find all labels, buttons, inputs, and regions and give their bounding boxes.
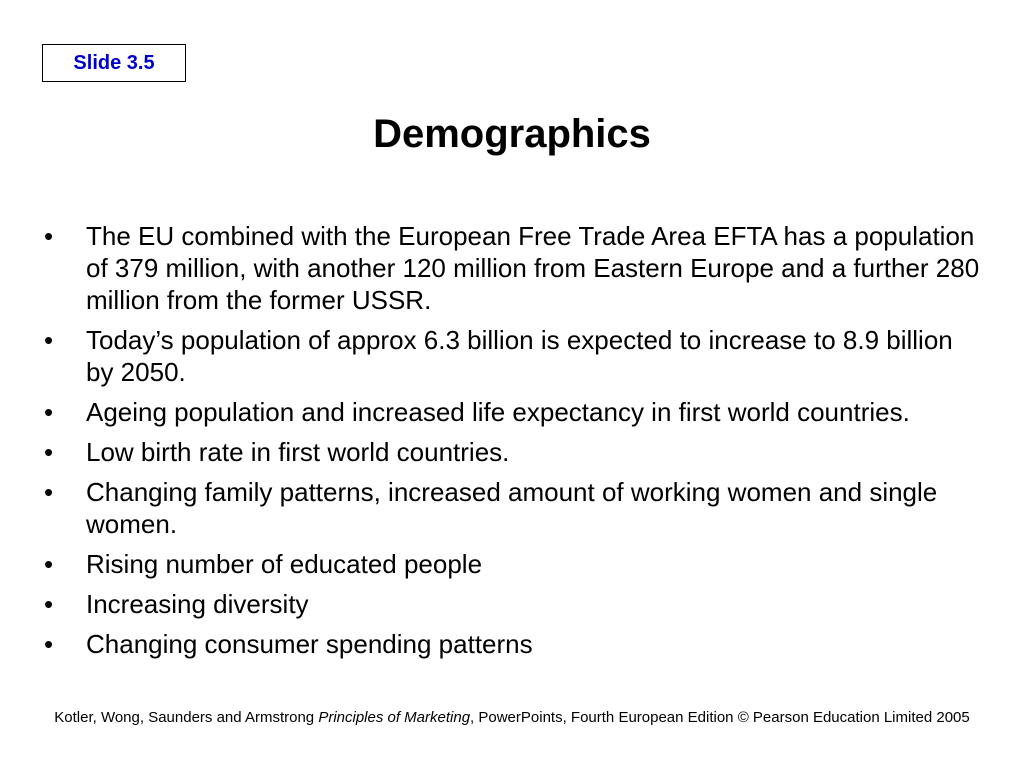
list-item [44, 476, 984, 540]
bullet-list [44, 220, 984, 668]
bullet-text: Low birth rate in first world countries. [86, 437, 510, 467]
slide-number-box [42, 44, 186, 82]
bullet-text: Changing family patterns, increased amount of working women and single women. [86, 477, 938, 539]
bullet-marker: • [44, 397, 54, 427]
bullet-marker: • [44, 221, 54, 251]
footer-authors: Kotler, Wong, Saunders and Armstrong [54, 709, 319, 726]
bullet-marker: • [44, 325, 54, 355]
bullet-text: Changing consumer spending patterns [86, 629, 533, 659]
bullet-text: The EU combined with the European Free Trade Area EFTA has a population of 379 million, with another 120 million from Eastern Europe and a further 280 million from the former USSR. [86, 221, 980, 315]
slide-title: Demographics [373, 112, 651, 156]
list-item [44, 436, 984, 468]
bullet-marker: • [44, 629, 54, 659]
bullet-marker: • [44, 589, 54, 619]
list-item [44, 588, 984, 620]
list-item [44, 628, 984, 660]
list-item [44, 548, 984, 580]
footer-edition: , PowerPoints, Fourth European Edition © Pearson Education Limited 2005 [470, 709, 970, 726]
bullet-marker: • [44, 477, 54, 507]
list-item [44, 396, 984, 428]
bullet-text: Ageing population and increased life expectancy in first world countries. [86, 397, 910, 427]
bullet-text: Today’s population of approx 6.3 billion is expected to increase to 8.9 billion by 2050. [86, 325, 953, 387]
list-item [44, 324, 984, 388]
list-item [44, 220, 984, 316]
footer-citation [0, 708, 1024, 728]
slide-number-label: Slide 3.5 [73, 51, 155, 74]
footer-book-title: Principles of Marketing [318, 709, 471, 726]
bullet-marker: • [44, 437, 54, 467]
bullet-marker: • [44, 549, 54, 579]
bullet-text: Rising number of educated people [86, 549, 483, 579]
bullet-text: Increasing diversity [86, 589, 309, 619]
